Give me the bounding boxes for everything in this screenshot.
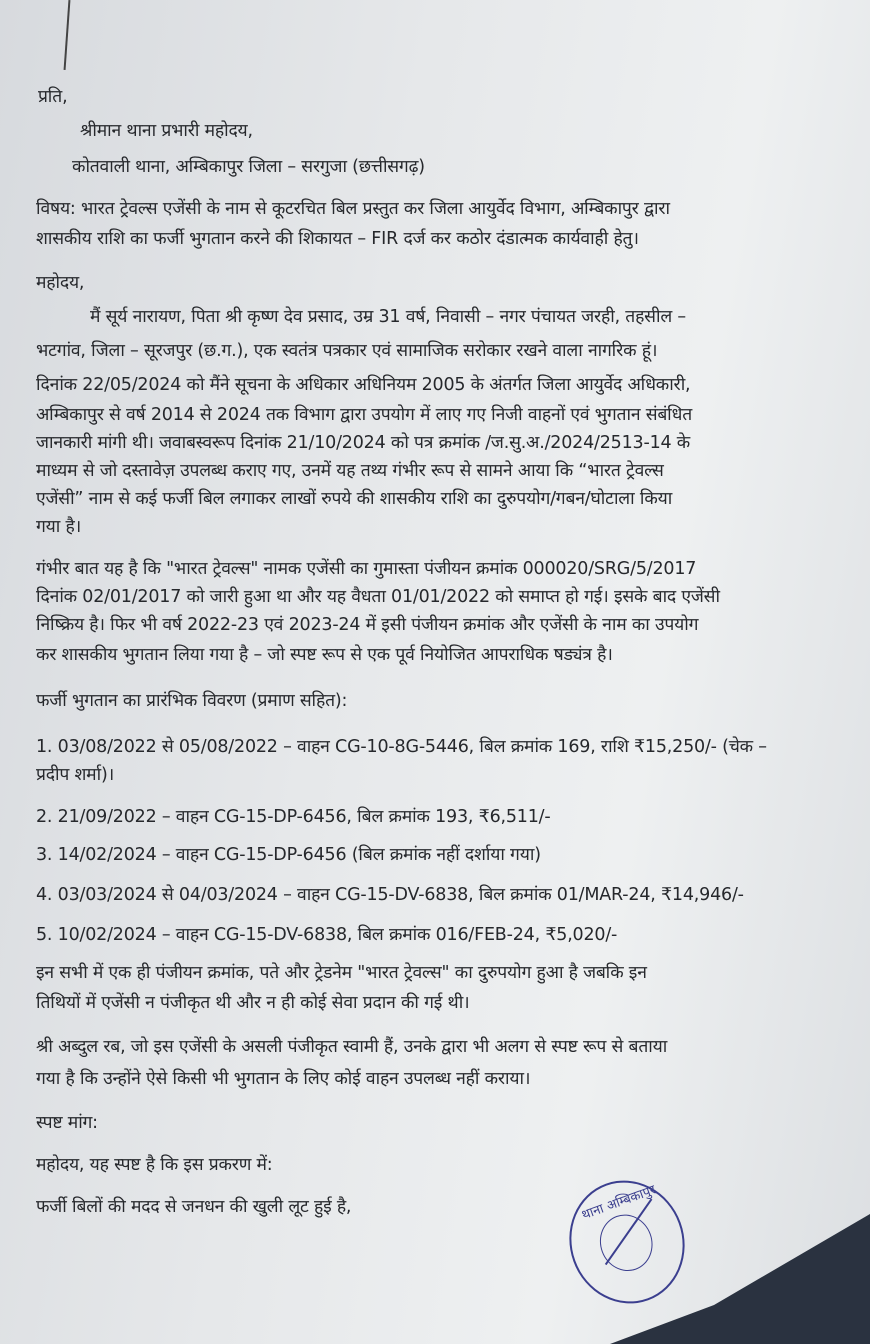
- payment-item-1: 1. 03/08/2022 से 05/08/2022 – वाहन CG-10-8G-5446, बिल क्रमांक 169, राशि ₹15,250/- (चेक –: [36, 737, 767, 757]
- demand-line: फर्जी बिलों की मदद से जनधन की खुली लूट हुई है,: [36, 1197, 352, 1217]
- para-2-line: एजेंसी” नाम से कई फर्जी बिल लगाकर लाखों रुपये की शासकीय राशि का दुरुपयोग/गबन/घोटाला किया: [36, 489, 673, 509]
- para-4-line: तिथियों में एजेंसी न पंजीकृत थी और न ही कोई सेवा प्रदान की गई थी।: [36, 993, 470, 1013]
- demand-heading: स्पष्ट मांग:: [36, 1113, 98, 1133]
- demand-line: महोदय, यह स्पष्ट है कि इस प्रकरण में:: [36, 1155, 273, 1175]
- para-2-line: गया है।: [36, 517, 82, 537]
- para-3-line: कर शासकीय भुगतान लिया गया है – जो स्पष्ट रूप से एक पूर्व नियोजित आपराधिक षड्यंत्र है।: [36, 645, 613, 665]
- police-station-stamp: [552, 1164, 702, 1320]
- para-2-line: अम्बिकापुर से वर्ष 2014 से 2024 तक विभाग द्वारा उपयोग में लाए गए निजी वाहनों एवं भुगतान संबंधित: [36, 405, 693, 425]
- para-4-line: इन सभी में एक ही पंजीयन क्रमांक, पते और ट्रेडनेम "भारत ट्रेवल्स" का दुरुपयोग हुआ है जबकि इन: [36, 963, 647, 983]
- section-heading-payments: फर्जी भुगतान का प्रारंभिक विवरण (प्रमाण सहित):: [36, 691, 348, 711]
- para-3-line: निष्क्रिय है। फिर भी वर्ष 2022-23 एवं 2023-24 में इसी पंजीयन क्रमांक और एजेंसी के नाम का उपयोग: [36, 615, 699, 635]
- salutation-to: प्रति,: [38, 87, 68, 107]
- stamp-inner-ring: [592, 1207, 660, 1278]
- para-3-line: दिनांक 02/01/2017 को जारी हुआ था और यह वैधता 01/01/2022 को समाप्त हो गई। इसके बाद एजेंसी: [36, 587, 720, 607]
- para-1-line: भटगांव, जिला – सूरजपुर (छ.ग.), एक स्वतंत्र पत्रकार एवं सामाजिक सरोकार रखने वाला नागरिक हूं।: [36, 341, 658, 361]
- subject-line-2: शासकीय राशि का फर्जी भुगतान करने की शिकायत – FIR दर्ज कर कठोर दंडात्मक कार्यवाही हेतु।: [36, 229, 639, 249]
- payment-item-4: 4. 03/03/2024 से 04/03/2024 – वाहन CG-15-DV-6838, बिल क्रमांक 01/MAR-24, ₹14,946/-: [36, 885, 744, 905]
- address-line: कोतवाली थाना, अम्बिकापुर जिला – सरगुजा (छत्तीसगढ़): [72, 157, 425, 177]
- para-5-line: गया है कि उन्होंने ऐसे किसी भी भुगतान के लिए कोई वाहन उपलब्ध नहीं कराया।: [36, 1069, 531, 1089]
- para-2-line: माध्यम से जो दस्तावेज़ उपलब्ध कराए गए, उनमें यह तथ्य गंभीर रूप से सामने आया कि “भारत ट्रेवल्स: [36, 461, 664, 481]
- stamp-text: थाना अम्बिकापुर: [579, 1182, 658, 1224]
- para-5-line: श्री अब्दुल रब, जो इस एजेंसी के असली पंजीकृत स्वामी हैं, उनके द्वारा भी अलग से स्पष्ट रूप से बताया: [36, 1037, 668, 1057]
- para-1-line: मैं सूर्य नारायण, पिता श्री कृष्ण देव प्रसाद, उम्र 31 वर्ष, निवासी – नगर पंचायत जरही, तहसील –: [90, 307, 686, 327]
- paper-fold-mark: [64, 0, 71, 70]
- payment-item-5: 5. 10/02/2024 – वाहन CG-15-DV-6838, बिल क्रमांक 016/FEB-24, ₹5,020/-: [36, 925, 618, 945]
- payment-item-3: 3. 14/02/2024 – वाहन CG-15-DP-6456 (बिल क्रमांक नहीं दर्शाया गया): [36, 845, 541, 865]
- payment-item-2: 2. 21/09/2022 – वाहन CG-15-DP-6456, बिल क्रमांक 193, ₹6,511/-: [36, 807, 551, 827]
- addressee: श्रीमान थाना प्रभारी महोदय,: [80, 121, 253, 141]
- para-3-line: गंभीर बात यह है कि "भारत ट्रेवल्स" नामक एजेंसी का गुमास्ता पंजीयन क्रमांक 000020/SRG/5/2017: [36, 559, 697, 579]
- subject-line-1: विषय: भारत ट्रेवल्स एजेंसी के नाम से कूटरचित बिल प्रस्तुत कर जिला आयुर्वेद विभाग, अम्बिकापुर द्वारा: [36, 199, 670, 219]
- para-2-line: जानकारी मांगी थी। जवाबस्वरूप दिनांक 21/10/2024 को पत्र क्रमांक /ज.सु.अ./2024/2513-14 के: [36, 433, 691, 453]
- para-2-line: दिनांक 22/05/2024 को मैंने सूचना के अधिकार अधिनियम 2005 के अंतर्गत जिला आयुर्वेद अधिकारी,: [36, 375, 691, 395]
- payment-item-1-cont: प्रदीप शर्मा)।: [36, 765, 115, 785]
- greeting: महोदय,: [36, 273, 85, 293]
